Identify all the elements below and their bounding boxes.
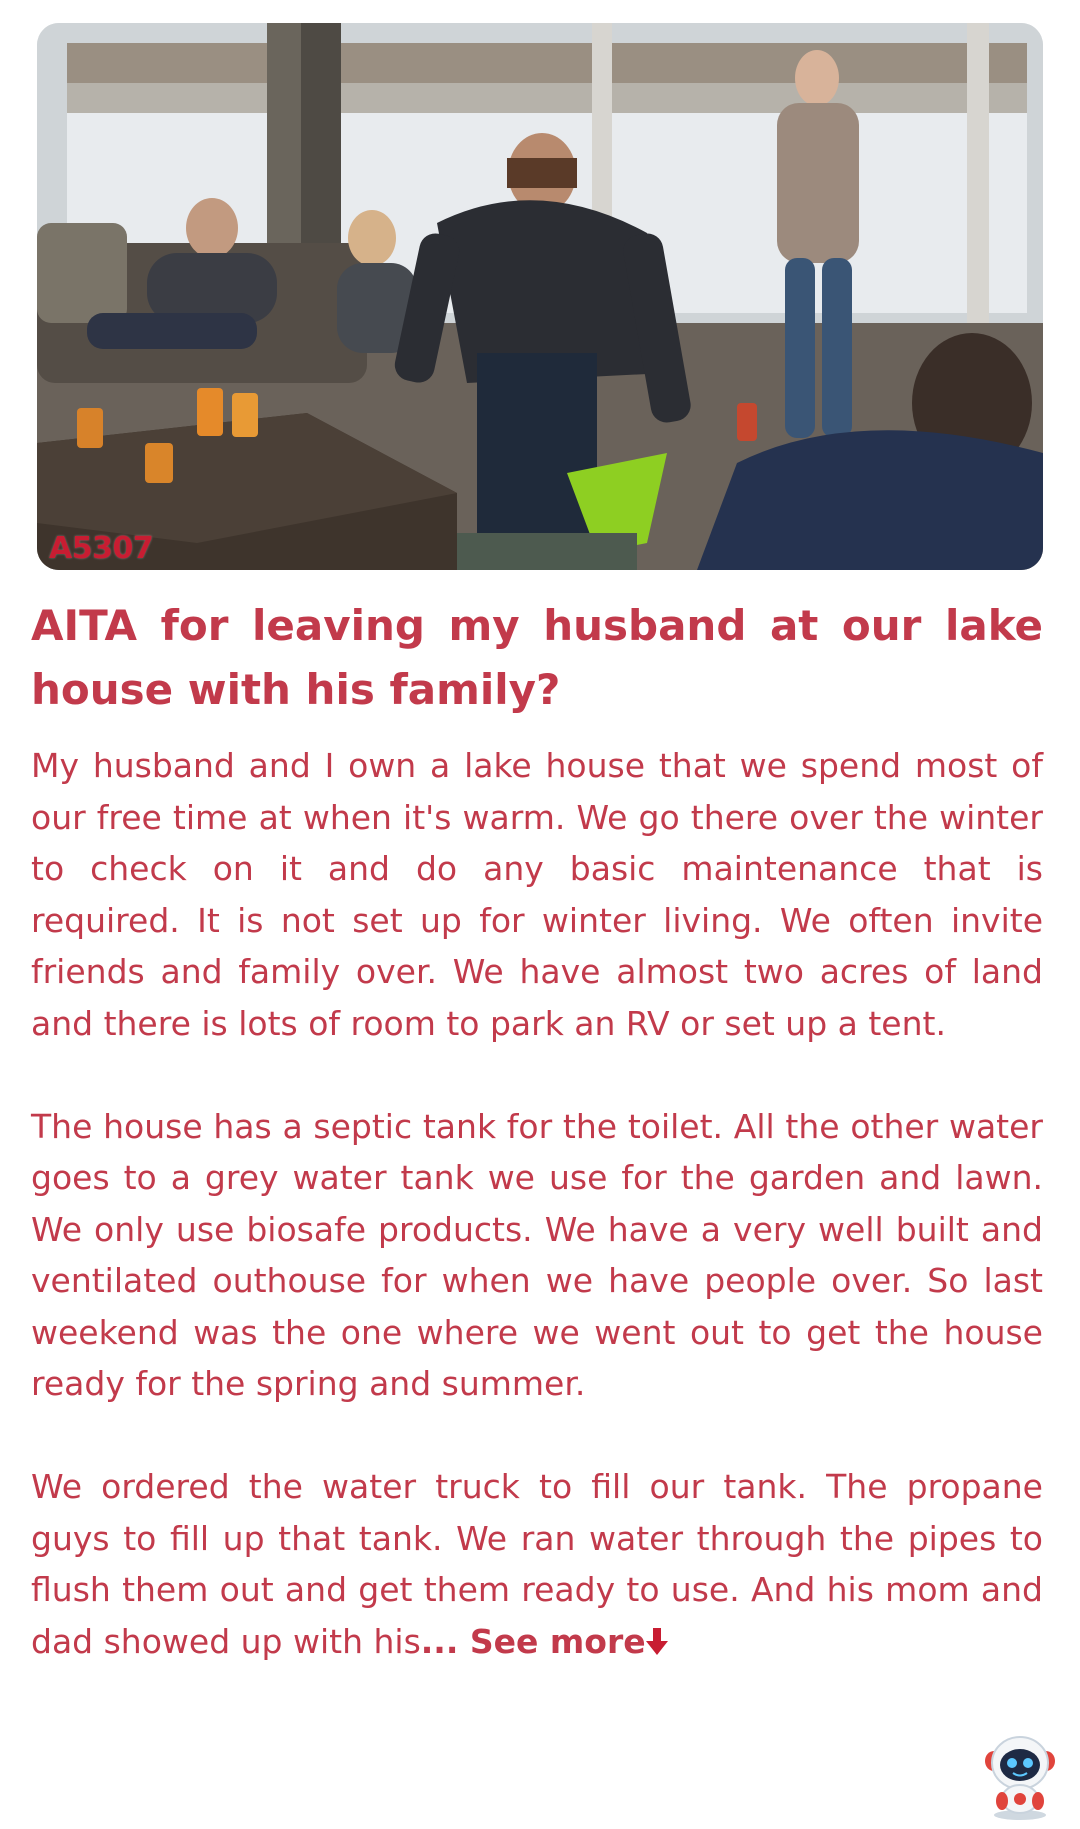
robot-mascot-icon	[982, 1731, 1058, 1821]
arrow-down-icon	[646, 1626, 668, 1656]
see-more-link[interactable]	[421, 1622, 668, 1661]
post-paragraph-3	[31, 1461, 1043, 1667]
see-more-label: ... See more	[420, 1621, 646, 1661]
image-code-label: A5307	[49, 531, 154, 566]
post-title: AITA for leaving my husband at our lake house with his family?	[31, 601, 1043, 714]
lake-house-photo	[37, 23, 1043, 570]
post-paragraph-1: My husband and I own a lake house that we spend most of our free time at when it's warm. We go there over the winter to check on it and do any basic maintenance that is required. It is not set up for winter living. We often invite friends and family over. We have almost two acres of land and there is lots of room to park an RV or set up a tent.	[31, 746, 1043, 1043]
post-body	[31, 740, 1043, 1719]
post-image[interactable]	[37, 23, 1043, 570]
post-paragraph-2: The house has a septic tank for the toilet. All the other water goes to a grey water tank we use for the garden and lawn. We only use biosafe products. We have a very well built and ventilated outhouse for when we have people over. So last weekend was the one where we went out to get the house ready for the spring and summer.	[31, 1106, 1043, 1403]
post-paragraph-3-text: We ordered the water truck to fill our tank. The propane guys to fill up that tank. We ran water through the pipes to flush them out and get them ready to use. And his mom and dad showed up with his	[31, 1467, 1043, 1661]
